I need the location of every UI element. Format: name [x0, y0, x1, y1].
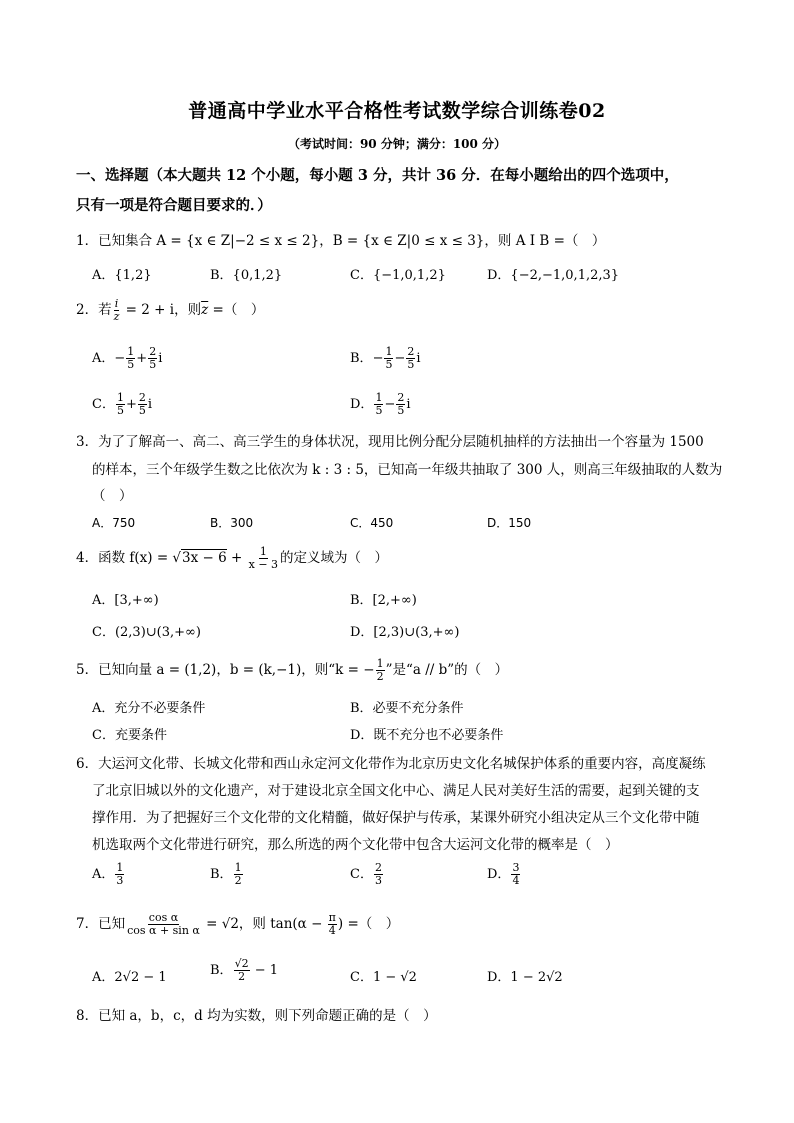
question-7-stem: 7．已知 $\frac{\text{cos α}}{\text{cos α + sin α}}$ = √2，则 tan(α − $\frac{\pi}{4}$ ) =（ ） — [76, 911, 400, 937]
question-1-option-d: D．{−2,−1,0,1,2,3} — [487, 268, 620, 283]
question-1-option-b: B．{0,1,2} — [210, 268, 283, 283]
question-7-option-b: B． $\frac{√2}{2}$ − 1 — [210, 957, 279, 983]
question-6-option-a: A． $\frac{1}{3}$ — [92, 861, 124, 887]
question-5-stem: 5．已知向量 a = (1,2)，b = (k,−1)，则“k = − $\frac{1}{2}$ ”是“a // b”的（ ） — [76, 657, 509, 683]
question-5-option-d: D．既不充分也不必要条件 — [350, 728, 504, 743]
question-4-option-a: A．[3,+∞) — [92, 593, 159, 608]
question-2-option-c: C． $\frac{1}{5}$ + $\frac{2}{5}$ i — [92, 391, 153, 417]
section-heading-line1: 一、选择题（本大题共 12 个小题，每小题 3 分，共计 36 分．在每小题给出的四个选项中， — [76, 167, 679, 184]
question-6-line1: 6．大运河文化带、长城文化带和西山永定河文化带作为北京历史文化名城保护体系的重要内容，高度凝练 — [76, 756, 706, 772]
question-4-option-d: D．[2,3)∪(3,+∞) — [350, 625, 460, 640]
question-4-stem: 4．函数 f(x) = √3x − 6 + $\frac{1}{x - 3}$ 的定义域为（ ） — [76, 545, 389, 571]
question-6-option-b: B． $\frac{1}{2}$ — [210, 861, 242, 887]
question-3-option-d: D．150 — [487, 516, 532, 530]
question-1-stem: 1．已知集合 A = {x ∈ Z|−2 ≤ x ≤ 2}，B = {x ∈ Z|0 ≤ x ≤ 3}，则 A I B =（ ） — [76, 233, 606, 249]
question-3-option-a: A．750 — [92, 516, 136, 530]
question-4-option-b: B．[2,+∞) — [350, 593, 417, 608]
question-3-line2: 的样本，三个年级学生数之比依次为 k : 3 : 5，已知高一年级共抽取了 300 人，则高三年级抽取的人数为 — [92, 462, 723, 478]
question-2-option-d: D． $\frac{1}{5}$ − $\frac{2}{5}$ i — [350, 391, 411, 417]
section-heading-line2: 只有一项是符合题目要求的．） — [76, 197, 272, 214]
question-6-option-d: D． $\frac{3}{4}$ — [487, 861, 520, 887]
question-7-option-c: C．1 − √2 — [350, 970, 417, 985]
question-1-option-c: C．{−1,0,1,2} — [350, 268, 446, 283]
question-6-line3: 撑作用．为了把握好三个文化带的文化精髓，做好保护与传承，某课外研究小组决定从三个文化带中随 — [92, 810, 700, 826]
question-7-option-a: A．2√2 − 1 — [92, 970, 167, 985]
question-3-option-b: B．300 — [210, 516, 254, 530]
question-7-option-d: D．1 − 2√2 — [487, 970, 563, 985]
question-5-option-a: A．充分不必要条件 — [92, 701, 206, 716]
question-5-option-b: B．必要不充分条件 — [350, 701, 464, 716]
question-3-option-c: C．450 — [350, 516, 394, 530]
question-2-option-a: A．− $\frac{1}{5}$ + $\frac{2}{5}$ i — [92, 345, 163, 371]
exam-info: （考试时间：90 分钟；满分：100 分） — [287, 137, 507, 151]
question-6-line2: 了北京旧城以外的文化遗产，对于建设北京全国文化中心、满足人民对美好生活的需要，起到关键的支 — [92, 783, 700, 799]
question-3-line3: （ ） — [92, 488, 133, 504]
question-6-line4: 机选取两个文化带进行研究，那么所选的两个文化带中包含大运河文化带的概率是（ ） — [92, 837, 619, 853]
question-6-option-c: C． $\frac{2}{3}$ — [350, 861, 382, 887]
question-3-line1: 3．为了了解高一、高二、高三学生的身体状况，现用比例分配分层随机抽样的方法抽出一个容量为 1500 — [76, 434, 704, 450]
question-4-option-c: C．(2,3)∪(3,+∞) — [92, 625, 201, 640]
question-2-option-b: B．− $\frac{1}{5}$ − $\frac{2}{5}$ i — [350, 345, 421, 371]
page-title: 普通高中学业水平合格性考试数学综合训练卷02 — [188, 100, 606, 122]
question-2-stem: 2．若 $\frac{i}{z}$ = 2 + i，则$\overline{z}$ =（ ） — [76, 297, 265, 323]
question-5-option-c: C．充要条件 — [92, 728, 167, 743]
question-8-stem: 8．已知 a，b，c，d 均为实数，则下列命题正确的是（ ） — [76, 1008, 437, 1024]
question-1-option-a: A．{1,2} — [92, 268, 152, 283]
